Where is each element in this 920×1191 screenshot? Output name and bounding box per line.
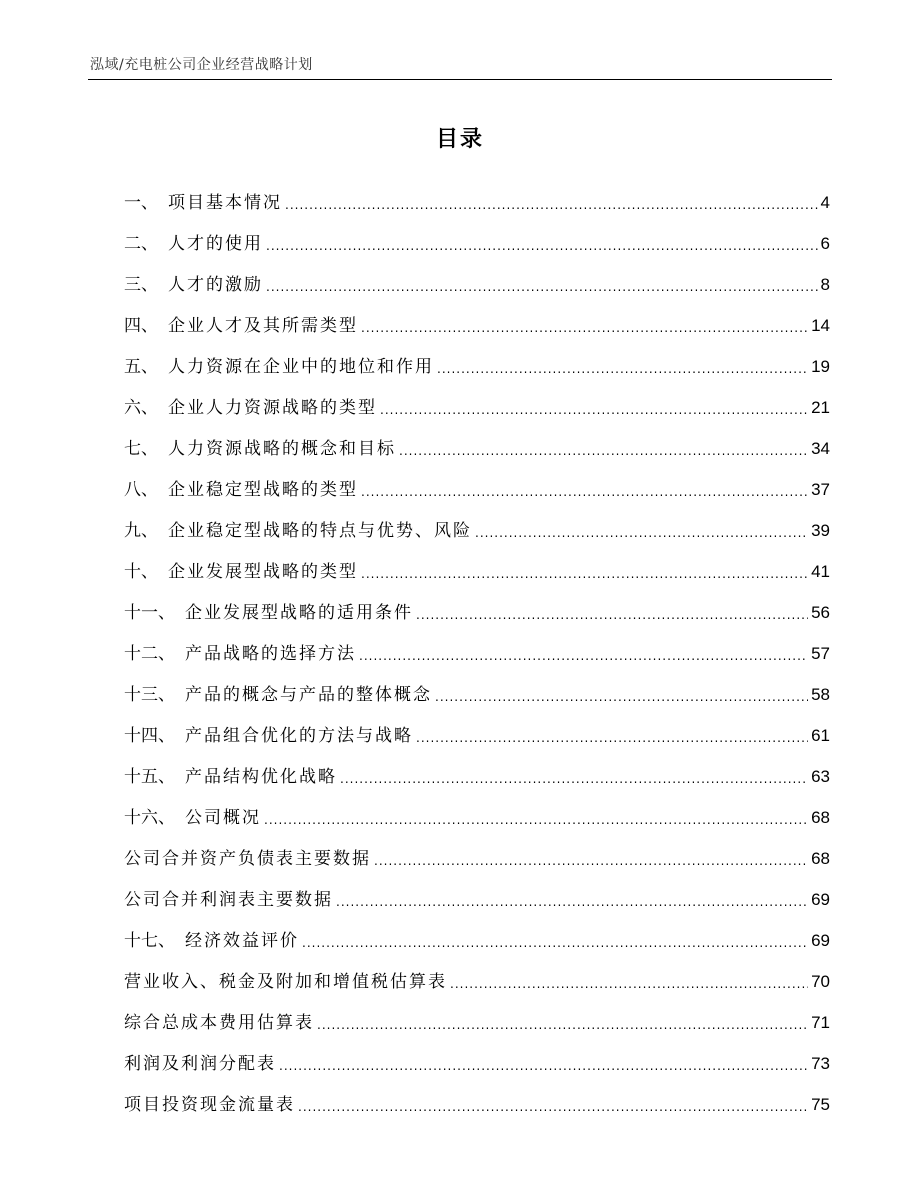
toc-entry[interactable] [124, 461, 830, 502]
toc-entry[interactable] [124, 379, 830, 420]
toc-entry-label: 产品组合优化的方法与战略 [185, 726, 413, 746]
toc-entry[interactable] [124, 953, 830, 994]
toc-entry-page: 4 [820, 193, 830, 212]
toc-entry-page: 70 [811, 972, 830, 991]
toc-entry-label: 公司合并利润表主要数据 [124, 890, 333, 910]
toc-entry[interactable] [124, 1076, 830, 1117]
toc-entry[interactable] [124, 748, 830, 789]
toc-entry[interactable] [124, 256, 830, 297]
toc-entry[interactable] [124, 1035, 830, 1076]
toc-dot-leader [361, 322, 808, 334]
toc-entry-label: 企业稳定型战略的特点与优势、风险 [168, 521, 472, 541]
toc-dot-leader [399, 445, 808, 457]
toc-entry-page: 58 [811, 685, 830, 704]
toc-entry-page: 68 [811, 808, 830, 827]
toc-dot-leader [416, 609, 808, 621]
toc-entry-page: 69 [811, 931, 830, 950]
toc-entry-page: 69 [811, 890, 830, 909]
toc-title: 目录 [435, 127, 484, 152]
toc-entry-page: 41 [811, 562, 830, 581]
toc-entry-label: 项目基本情况 [168, 193, 282, 213]
toc-entry-number: 三、 [124, 275, 158, 295]
toc-entry[interactable] [124, 543, 830, 584]
toc-entry[interactable] [124, 830, 830, 871]
toc-entry-page: 56 [811, 603, 830, 622]
toc-entry[interactable] [124, 502, 830, 543]
toc-entry-label: 产品结构优化战略 [185, 767, 337, 787]
table-of-contents [124, 174, 830, 1117]
toc-dot-leader [285, 199, 818, 211]
toc-entry-label: 人才的使用 [168, 234, 263, 254]
toc-entry-number: 六、 [124, 398, 158, 418]
toc-entry[interactable] [124, 912, 830, 953]
toc-dot-leader [361, 486, 808, 498]
toc-entry-page: 71 [811, 1013, 830, 1032]
toc-entry-page: 37 [811, 480, 830, 499]
toc-dot-leader [336, 896, 808, 908]
toc-entry-page: 57 [811, 644, 830, 663]
toc-entry-number: 十、 [124, 562, 158, 582]
toc-entry[interactable] [124, 625, 830, 666]
document-header: 泓域/充电桩公司企业经营战略计划 [90, 57, 313, 73]
toc-entry-page: 39 [811, 521, 830, 540]
toc-entry-number: 八、 [124, 480, 158, 500]
toc-entry-label: 营业收入、税金及附加和增值税估算表 [124, 972, 447, 992]
toc-dot-leader [437, 363, 808, 375]
toc-entry-label: 人才的激励 [168, 275, 263, 295]
toc-entry-number: 十二、 [124, 644, 175, 664]
toc-entry-number: 七、 [124, 439, 158, 459]
toc-dot-leader [416, 732, 808, 744]
toc-entry[interactable] [124, 994, 830, 1035]
toc-entry[interactable] [124, 584, 830, 625]
toc-dot-leader [340, 773, 808, 785]
header-rule [88, 79, 832, 80]
toc-entry-label: 产品的概念与产品的整体概念 [185, 685, 432, 705]
toc-entry-number: 十七、 [124, 931, 175, 951]
toc-entry-number: 十六、 [124, 808, 175, 828]
toc-entry-number: 十四、 [124, 726, 175, 746]
toc-dot-leader [359, 650, 808, 662]
toc-entry-page: 75 [811, 1095, 830, 1114]
toc-entry-label: 产品战略的选择方法 [185, 644, 356, 664]
toc-dot-leader [264, 814, 808, 826]
toc-dot-leader [374, 855, 808, 867]
toc-entry-label: 企业稳定型战略的类型 [168, 480, 358, 500]
toc-entry-page: 6 [820, 234, 830, 253]
toc-entry[interactable] [124, 174, 830, 215]
toc-entry[interactable] [124, 297, 830, 338]
toc-entry-label: 人力资源战略的概念和目标 [168, 439, 396, 459]
toc-entry[interactable] [124, 707, 830, 748]
toc-dot-leader [435, 691, 808, 703]
toc-dot-leader [266, 240, 818, 252]
toc-dot-leader [298, 1101, 808, 1113]
toc-entry-label: 项目投资现金流量表 [124, 1095, 295, 1115]
toc-entry-label: 公司合并资产负债表主要数据 [124, 849, 371, 869]
toc-entry-number: 十五、 [124, 767, 175, 787]
toc-entry-number: 二、 [124, 234, 158, 254]
toc-dot-leader [380, 404, 808, 416]
toc-entry-label: 人力资源在企业中的地位和作用 [168, 357, 434, 377]
toc-entry[interactable] [124, 215, 830, 256]
toc-entry-label: 企业人力资源战略的类型 [168, 398, 377, 418]
toc-entry-page: 73 [811, 1054, 830, 1073]
toc-dot-leader [279, 1060, 808, 1072]
toc-entry-label: 公司概况 [185, 808, 261, 828]
toc-entry[interactable] [124, 789, 830, 830]
toc-dot-leader [361, 568, 808, 580]
toc-dot-leader [317, 1019, 808, 1031]
toc-entry-page: 68 [811, 849, 830, 868]
toc-entry-label: 经济效益评价 [185, 931, 299, 951]
toc-entry-label: 企业发展型战略的适用条件 [185, 603, 413, 623]
toc-entry-label: 利润及利润分配表 [124, 1054, 276, 1074]
toc-entry-number: 九、 [124, 521, 158, 541]
toc-entry[interactable] [124, 871, 830, 912]
toc-dot-leader [302, 937, 808, 949]
toc-entry-number: 四、 [124, 316, 158, 336]
toc-entry-number: 五、 [124, 357, 158, 377]
toc-entry-page: 61 [811, 726, 830, 745]
toc-entry-page: 14 [811, 316, 830, 335]
toc-entry-page: 63 [811, 767, 830, 786]
toc-entry-label: 企业人才及其所需类型 [168, 316, 358, 336]
toc-dot-leader [450, 978, 808, 990]
toc-entry[interactable] [124, 666, 830, 707]
toc-entry-number: 一、 [124, 193, 158, 213]
toc-entry-page: 19 [811, 357, 830, 376]
toc-entry-page: 34 [811, 439, 830, 458]
toc-entry[interactable] [124, 338, 830, 379]
toc-entry-page: 8 [820, 275, 830, 294]
toc-dot-leader [266, 281, 818, 293]
toc-entry-label: 企业发展型战略的类型 [168, 562, 358, 582]
toc-dot-leader [475, 527, 808, 539]
toc-entry[interactable] [124, 420, 830, 461]
toc-entry-number: 十一、 [124, 603, 175, 623]
toc-entry-number: 十三、 [124, 685, 175, 705]
toc-entry-page: 21 [811, 398, 830, 417]
toc-entry-label: 综合总成本费用估算表 [124, 1013, 314, 1033]
